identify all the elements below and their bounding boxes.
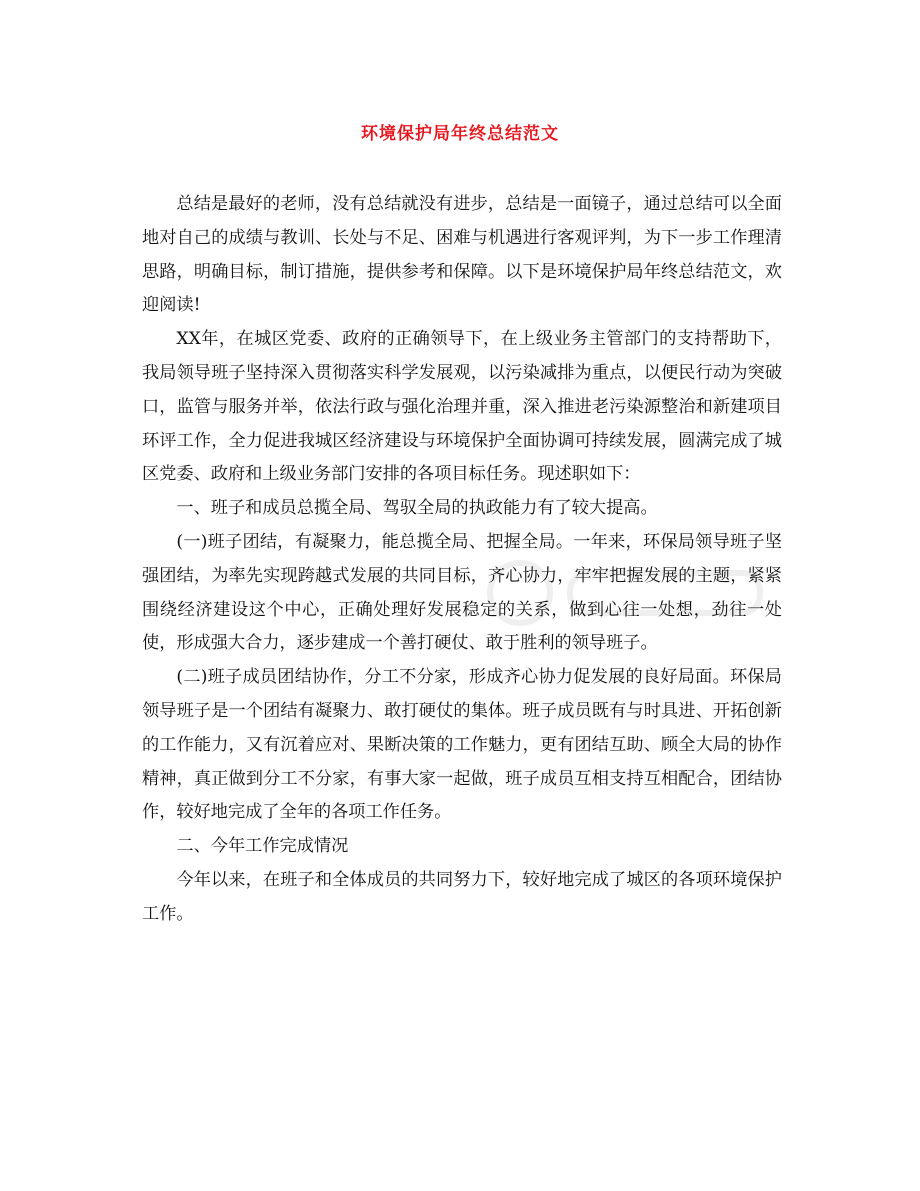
document-body bbox=[142, 188, 782, 932]
document-title: 环境保护局年终总结范文 bbox=[361, 124, 559, 144]
section-heading-2: 二、今年工作完成情况 bbox=[176, 836, 349, 857]
paragraph-work-summary: 今年以来，在班子和全体成员的共同努力下，较好地完成了城区的各项环境保护工作。 bbox=[142, 869, 782, 924]
paragraph-intro: 总结是最好的老师，没有总结就没有进步，总结是一面镜子，通过总结可以全面地对自己的成绩与教训、长处与不足、困难与机遇进行客观评判，为下一步工作理清思路，明确目标，制订措施，提供参考和保障。以下是环境保护局年终总结范文，欢迎阅读! bbox=[142, 194, 782, 316]
paragraph-overview: XX年，在城区党委、政府的正确领导下，在上级业务主管部门的支持帮助下，我局领导班子坚持深入贯彻落实科学发展观，以污染减排为重点，以便民行动为突破口，监管与服务并举，依法行政与强化治理并重，深入推进老污染源整治和新建项目环评工作，全力促进我城区经济建设与环境保护全面协调可持续发展，圆满完成了城区党委、政府和上级业务部门安排的各项目标任务。现述职如下： bbox=[142, 329, 782, 485]
section-heading-1: 一、班子和成员总揽全局、驾驭全局的执政能力有了较大提高。 bbox=[176, 498, 658, 519]
paragraph-subsection-1: (一)班子团结，有凝聚力，能总揽全局、把握全局。一年来，环保局领导班子坚强团结，为率先实现跨越式发展的共同目标，齐心协力，牢牢把握发展的主题，紧紧围绕经济建设这个中心，正确处理好发展稳定的关系，做到心往一处想，劲往一处使，形成强大合力，逐步建成一个善打硬仗、敢于胜利的领导班子。 bbox=[142, 531, 782, 654]
paragraph-subsection-2: (二)班子成员团结协作，分工不分家，形成齐心协力促发展的良好局面。环保局领导班子是一个团结有凝聚力、敢打硬仗的集体。班子成员既有与时具进、开拓创新的工作能力，又有沉着应对、果断决策的工作魅力，更有团结互助、顾全大局的协作精神，真正做到分工不分家，有事大家一起做，班子成员互相支持互相配合，团结协作，较好地完成了全年的各项工作任务。 bbox=[142, 667, 782, 823]
